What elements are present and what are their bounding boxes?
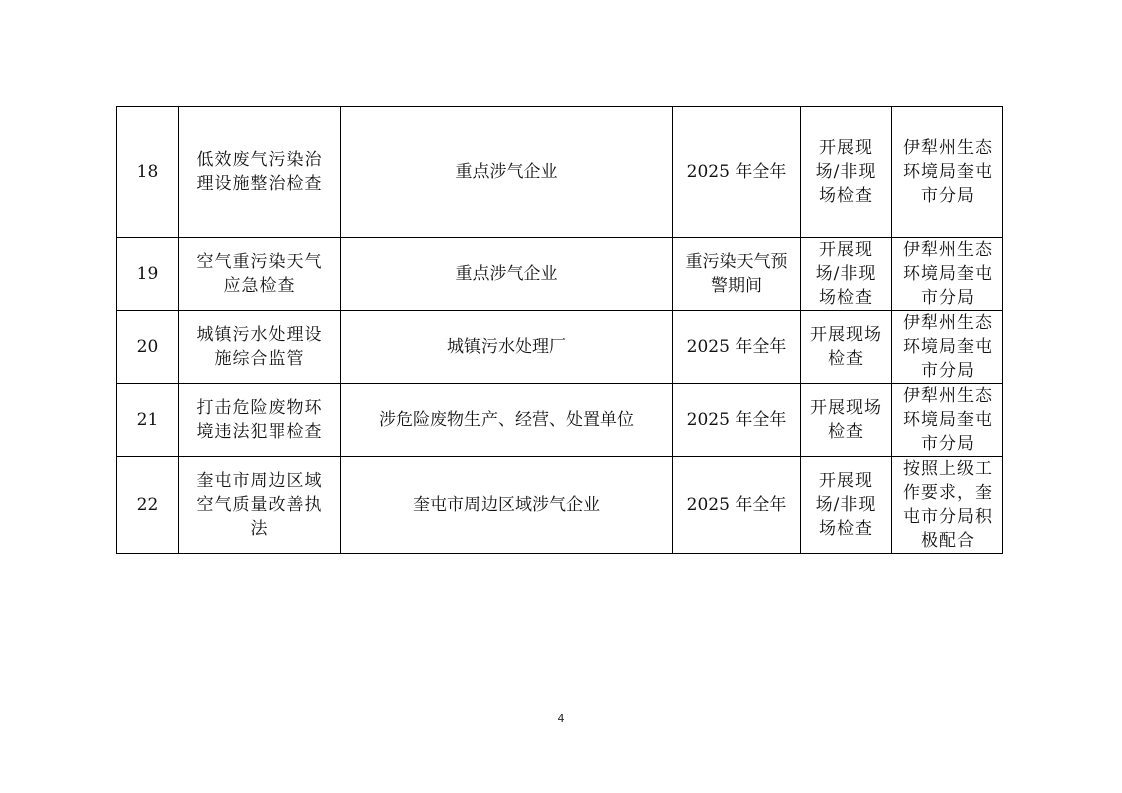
responsible-department: 按照上级工作要求，奎屯市分局积极配合	[903, 459, 993, 551]
task-name: 打击危险废物环境违法犯罪检查	[196, 398, 323, 442]
inspection-target: 城镇污水处理厂	[341, 311, 673, 384]
task-name: 低效废气污染治理设施整治检查	[196, 150, 323, 194]
inspection-time: 2025 年全年	[686, 337, 787, 357]
row-number: 18	[117, 107, 179, 238]
inspection-plan-table	[116, 106, 1003, 554]
responsible-department: 伊犁州生态环境局奎屯市分局	[903, 240, 993, 308]
inspection-method: 开展现场/非现场检查	[815, 471, 877, 539]
inspection-time: 重污染天气预警期间	[685, 252, 788, 296]
table-row	[117, 311, 1003, 384]
responsible-department: 伊犁州生态环境局奎屯市分局	[903, 313, 993, 381]
page-number: 4	[557, 712, 565, 725]
inspection-time: 2025 年全年	[686, 162, 787, 182]
responsible-department: 伊犁州生态环境局奎屯市分局	[903, 386, 993, 454]
table-row	[117, 384, 1003, 457]
inspection-target: 重点涉气企业	[341, 107, 673, 238]
inspection-method: 开展现场/非现场检查	[815, 138, 877, 206]
row-number: 20	[117, 311, 179, 384]
inspection-method: 开展现场/非现场检查	[815, 240, 877, 308]
responsible-department: 伊犁州生态环境局奎屯市分局	[903, 138, 993, 206]
inspection-time: 2025 年全年	[686, 495, 787, 515]
table-row	[117, 107, 1003, 238]
inspection-time: 2025 年全年	[686, 410, 787, 430]
inspection-target: 涉危险废物生产、经营、处置单位	[341, 384, 673, 457]
inspection-target: 重点涉气企业	[341, 238, 673, 311]
row-number: 22	[117, 457, 179, 554]
row-number: 21	[117, 384, 179, 457]
task-name: 奎屯市周边区域空气质量改善执法	[196, 471, 323, 539]
inspection-target: 奎屯市周边区域涉气企业	[341, 457, 673, 554]
inspection-method: 开展现场检查	[810, 398, 882, 442]
task-name: 空气重污染天气应急检查	[196, 252, 323, 296]
table-row	[117, 238, 1003, 311]
inspection-method: 开展现场检查	[810, 325, 882, 369]
table-row	[117, 457, 1003, 554]
task-name: 城镇污水处理设施综合监管	[196, 325, 323, 369]
row-number: 19	[117, 238, 179, 311]
